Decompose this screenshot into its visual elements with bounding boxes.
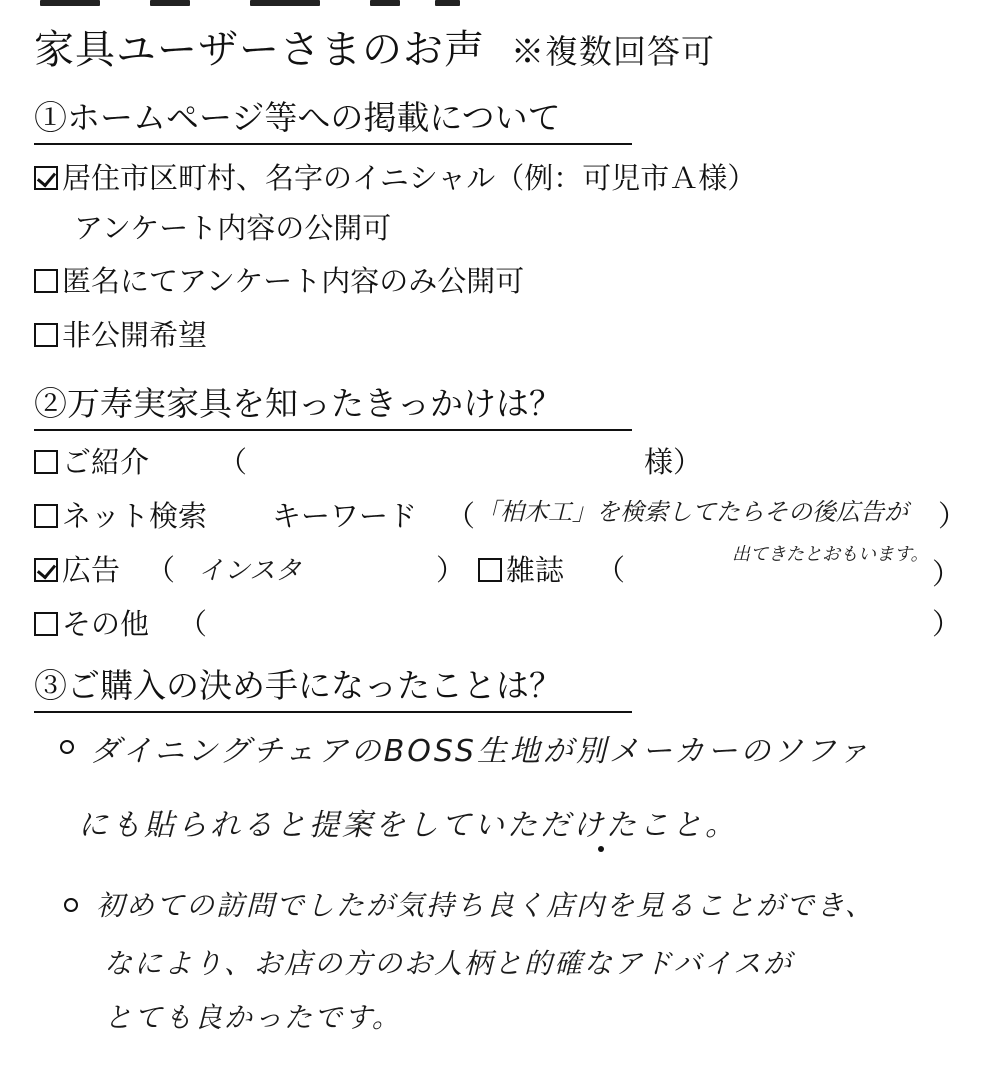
ink-dot (598, 846, 604, 852)
q1-heading: ①ホームページ等への掲載について (34, 92, 632, 145)
checkbox[interactable] (478, 558, 502, 582)
checkbox[interactable] (34, 504, 58, 528)
q3-heading: ③ご購入の決め手になったことは？ (34, 660, 632, 713)
other-close-paren: ） (932, 607, 962, 641)
magazine-open-paren: （ (596, 553, 626, 587)
q1-option-1 (34, 156, 756, 197)
answer1-line1: ダイニングチェアのBOSS生地が別メーカーのソファ (90, 734, 872, 769)
q2-magazine (478, 548, 564, 589)
referral-open-paren: （ (218, 445, 248, 479)
net-search-label: ネット検索 (62, 499, 208, 533)
other-open-paren: （ (178, 607, 208, 641)
ad-label: 広告 (62, 553, 121, 587)
answer2-line2: なにより、お店の方のお人柄と的確なアドバイスが (104, 947, 794, 980)
bullet-icon (60, 740, 74, 754)
ad-close-paren: ） (436, 553, 466, 587)
bullet-icon (64, 898, 78, 912)
referral-label: ご紹介 (62, 445, 150, 479)
q1-option-3 (34, 313, 207, 354)
q1-option-2 (34, 259, 524, 300)
magazine-label: 雑誌 (506, 553, 565, 587)
title-text: 家具ユーザーさまのお声 (34, 27, 485, 73)
checkbox[interactable] (34, 323, 58, 347)
answer1-line2: にも貼られると提案をしていただけたこと。 (78, 808, 738, 843)
checkbox-checked[interactable] (34, 558, 58, 582)
q2-other (34, 602, 149, 643)
checkbox[interactable] (34, 612, 58, 636)
checkbox[interactable] (34, 450, 58, 474)
q1-option-1-label: 居住市区町村、名字のイニシャル（例：可児市Ａ様） (62, 161, 757, 195)
q1-option-3-label: 非公開希望 (62, 318, 208, 352)
q1-option-1-line2: アンケート内容の公開可 (74, 211, 392, 245)
keyword-label: キーワード (272, 499, 418, 533)
keyword-open-paren: （ (446, 499, 476, 533)
q2-ad (34, 548, 120, 589)
title-note: ※複数回答可 (511, 32, 715, 71)
keyword-close-paren: ） (938, 499, 968, 533)
page-title (34, 18, 715, 75)
referral-close: 様） (644, 445, 703, 479)
answer2-line1: 初めての訪問でしたが気持ち良く店内を見ることができ、 (96, 889, 875, 922)
checkbox[interactable] (34, 269, 58, 293)
magazine-close-paren: ） (932, 557, 962, 591)
q2-referral (34, 440, 149, 481)
scan-top-marks (40, 0, 460, 8)
answer2-line3: とても良かったです。 (104, 1001, 402, 1034)
checkbox-checked[interactable] (34, 166, 58, 190)
other-label: その他 (62, 607, 150, 641)
q2-heading: ②万寿実家具を知ったきっかけは？ (34, 378, 632, 431)
keyword-handwritten: 「柏木工」を検索してたらその後広告が (476, 498, 908, 526)
ad-open-paren: （ (146, 553, 176, 587)
q1-option-2-label: 匿名にてアンケート内容のみ公開可 (62, 264, 525, 298)
ad-handwritten: インスタ (198, 556, 302, 586)
q2-net-search (34, 494, 207, 535)
keyword-handwritten-cont: 出てきたとおもいます。 (732, 544, 929, 565)
